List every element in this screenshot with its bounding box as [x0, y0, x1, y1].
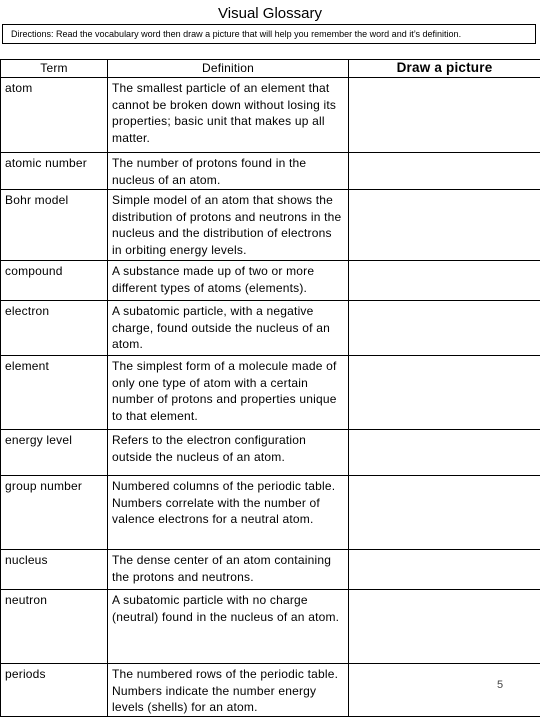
definition-header: Definition	[108, 60, 349, 78]
picture-cell[interactable]	[349, 261, 540, 301]
glossary-row-electron	[1, 301, 540, 356]
glossary-row-energy-level	[1, 430, 540, 476]
glossary-row-atomic-number	[1, 153, 540, 190]
picture-cell[interactable]	[349, 476, 540, 550]
term-cell: energy level	[1, 430, 108, 476]
term-cell: element	[1, 356, 108, 430]
glossary-row-element	[1, 356, 540, 430]
glossary-row-group-number	[1, 476, 540, 550]
term-cell: nucleus	[1, 550, 108, 590]
picture-cell[interactable]	[349, 664, 540, 717]
term-cell: electron	[1, 301, 108, 356]
definition-cell: Simple model of an atom that shows the distribution of protons and neutrons in the nucleus and the distribution of electrons in orbiting energy levels.	[108, 190, 349, 261]
picture-cell[interactable]	[349, 590, 540, 664]
definition-cell: The simplest form of a molecule made of only one type of atom with a certain number of protons and properties unique to that element.	[108, 356, 349, 430]
picture-cell[interactable]	[349, 153, 540, 190]
definition-cell: The numbered rows of the periodic table. Numbers indicate the number energy levels (shells) for an atom.	[108, 664, 349, 717]
term-cell: neutron	[1, 590, 108, 664]
picture-cell[interactable]	[349, 190, 540, 261]
term-cell: periods	[1, 664, 108, 717]
page-title: Visual Glossary	[218, 5, 322, 22]
term-header: Term	[1, 60, 108, 78]
glossary-row-periods	[1, 664, 540, 717]
glossary-table	[0, 59, 540, 717]
term-cell: compound	[1, 261, 108, 301]
definition-cell: The number of protons found in the nucleus of an atom.	[108, 153, 349, 190]
term-cell: atomic number	[1, 153, 108, 190]
glossary-row-bohr-model	[1, 190, 540, 261]
glossary-row-atom	[1, 78, 540, 153]
header-row	[1, 60, 540, 78]
definition-cell: The dense center of an atom containing the protons and neutrons.	[108, 550, 349, 590]
term-cell: Bohr model	[1, 190, 108, 261]
picture-cell[interactable]	[349, 356, 540, 430]
glossary-table-wrapper	[0, 59, 540, 720]
definition-cell: Numbered columns of the periodic table. Numbers correlate with the number of valence electrons for a neutral atom.	[108, 476, 349, 550]
draw-picture-header: Draw a picture	[349, 60, 540, 78]
definition-cell: A subatomic particle with no charge (neutral) found in the nucleus of an atom.	[108, 590, 349, 664]
picture-cell[interactable]	[349, 550, 540, 590]
definition-cell: A substance made up of two or more different types of atoms (elements).	[108, 261, 349, 301]
glossary-row-nucleus	[1, 550, 540, 590]
page-number: 5	[497, 679, 504, 691]
definition-cell: A subatomic particle, with a negative charge, found outside the nucleus of an atom.	[108, 301, 349, 356]
picture-cell[interactable]	[349, 78, 540, 153]
definition-cell: The smallest particle of an element that cannot be broken down without losing its properties; basic unit that makes up all matter.	[108, 78, 349, 153]
glossary-row-compound	[1, 261, 540, 301]
picture-cell[interactable]	[349, 301, 540, 356]
glossary-row-neutron	[1, 590, 540, 664]
term-cell: atom	[1, 78, 108, 153]
directions-box: Directions: Read the vocabulary word then draw a picture that will help you remember the word and it’s definition.	[2, 24, 536, 44]
picture-cell[interactable]	[349, 430, 540, 476]
term-cell: group number	[1, 476, 108, 550]
definition-cell: Refers to the electron configuration outside the nucleus of an atom.	[108, 430, 349, 476]
